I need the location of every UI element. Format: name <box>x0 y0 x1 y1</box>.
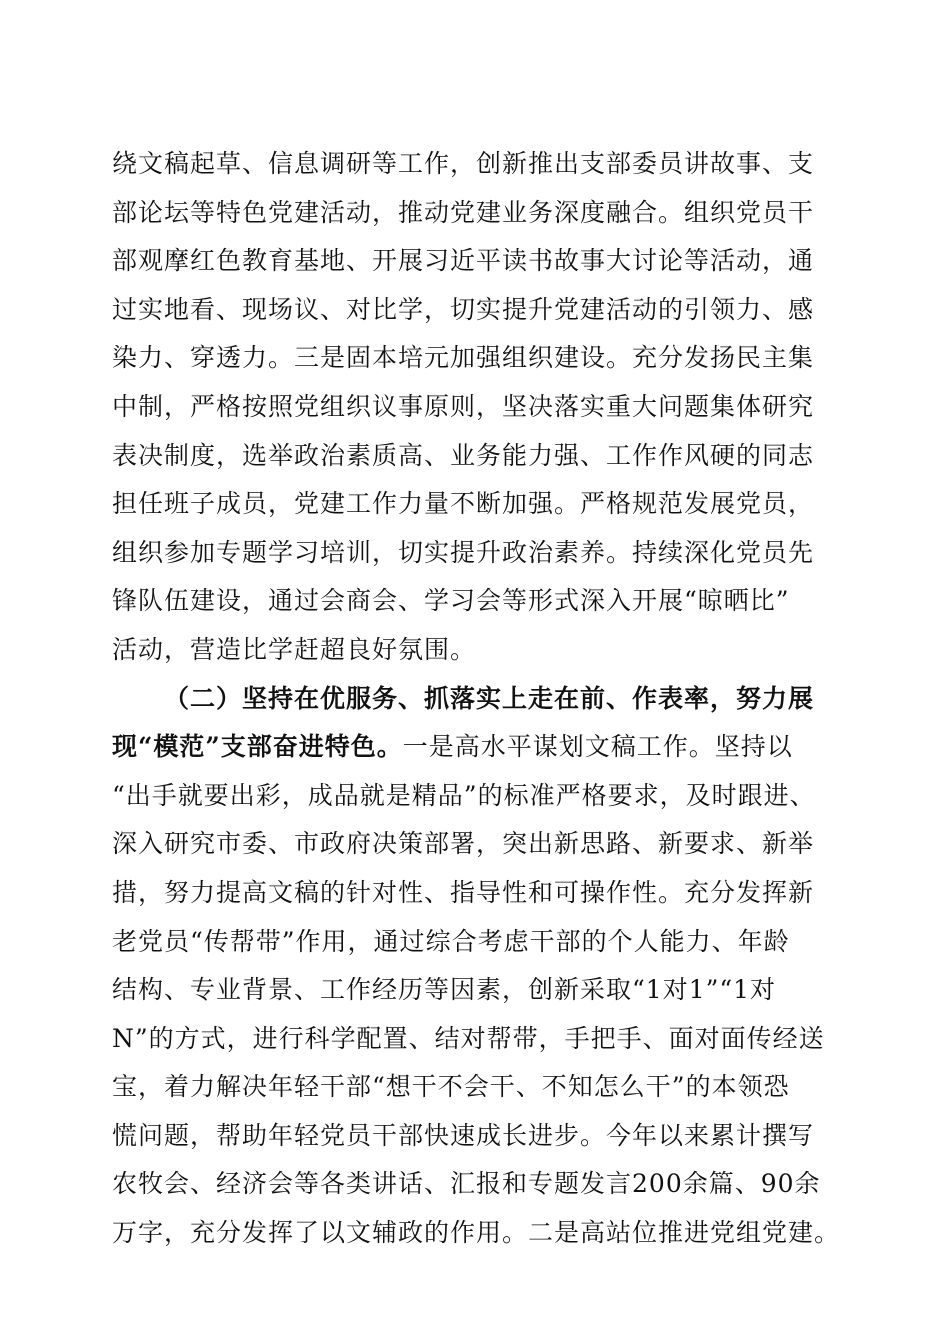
text-line: 措，努力提高文稿的针对性、指导性和可操作性。充分发挥新 <box>112 877 815 907</box>
text-line: 染力、穿透力。三是固本培元加强组织建设。充分发扬民主集 <box>112 343 815 373</box>
text-line: 中制，严格按照党组织议事原则，坚决落实重大问题集体研究 <box>112 391 815 421</box>
section-heading-rest: 一是高水平谋划文稿工作。坚持以 <box>402 732 793 762</box>
text-line: 深入研究市委、市政府决策部署，突出新思路、新要求、新举 <box>112 829 815 859</box>
section-heading-end: 现“模范”支部奋进特色。 <box>112 732 403 762</box>
text-line: 组织参加专题学习培训，切实提升政治素养。持续深化党员先 <box>112 537 815 567</box>
section-heading-continuation <box>112 723 852 772</box>
text-line: 万字，充分发挥了以文辅政的作用。二是高站位推进党组党建。 <box>112 1218 841 1248</box>
text-line: 锋队伍建设，通过会商会、学习会等形式深入开展“晾晒比” <box>112 586 790 616</box>
text-line: 部观摩红色教育基地、开展习近平读书故事大讨论等活动，通 <box>112 246 815 276</box>
text-line: 农牧会、经济会等各类讲话、汇报和专题发言200余篇、90余 <box>112 1169 821 1199</box>
section-heading: （二）坚持在优服务、抓落实上走在前、作表率，努力展 <box>164 683 815 713</box>
text-line: 部论坛等特色党建活动，推动党建业务深度融合。组织党员干 <box>112 197 815 227</box>
text-line: 宝，着力解决年轻干部“想干不会干、不知怎么干”的本领恐 <box>112 1072 790 1102</box>
text-line: 担任班子成员，党建工作力量不断加强。严格规范发展党员， <box>112 489 815 519</box>
text-line: 活动，营造比学赶超良好氛围。 <box>112 634 477 664</box>
text-line: 老党员“传帮带”作用，通过综合考虑干部的个人能力、年龄 <box>112 926 790 956</box>
text-line: 表决制度，选举政治素质高、业务能力强、工作作风硬的同志 <box>112 440 815 470</box>
text-line: “出手就要出彩，成品就是精品”的标准严格要求，及时跟进、 <box>112 780 816 810</box>
text-line: 绕文稿起草、信息调研等工作，创新推出支部委员讲故事、支 <box>112 149 815 178</box>
text-line: N”的方式，进行科学配置、结对帮带，手把手、面对面传经送 <box>112 1023 825 1053</box>
text-line: 过实地看、现场议、对比学，切实提升党建活动的引领力、感 <box>112 294 815 324</box>
text-line: 慌问题，帮助年轻党员干部快速成长进步。今年以来累计撰写 <box>112 1120 815 1150</box>
body-text <box>112 140 852 1258</box>
text-line: 结构、专业背景、工作经历等因素，创新采取“1对1”“1对 <box>112 975 777 1005</box>
